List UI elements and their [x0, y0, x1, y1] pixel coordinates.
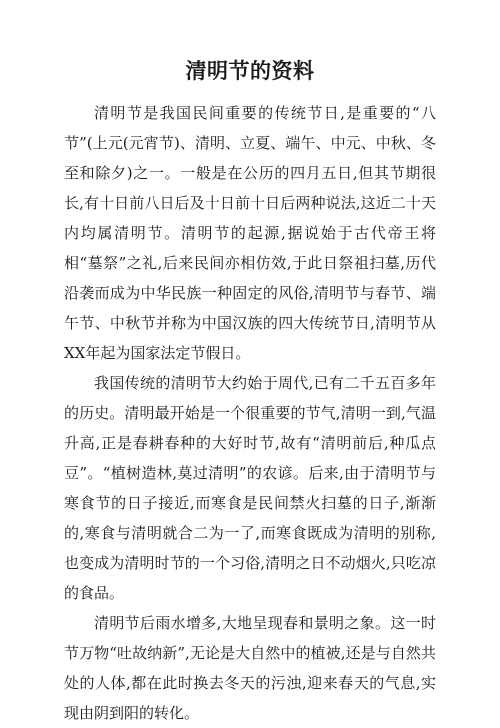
paragraph-history: 我国传统的清明节大约始于周代,已有二千五百多年的历史。清明最开始是一个很重要的节气,清明一到,气温升高,正是春耕春种的大好时节,故有“清明前后,种瓜点豆”。“植树造林,莫过清明”的农谚。后来,由于清明节与寒食节的日子接近,而寒食是民间禁火扫墓的日子,渐渐的,寒食与清明就合二为一了,而寒食既成为清明的别称,也变成为清明时节的一个习俗,清明之日不动烟火,只吃凉的食品。: [64, 374, 436, 602]
paragraph-origin: 清明节是我国民间重要的传统节日,是重要的“八节”(上元(元宵节)、清明、立夏、端午、中元、中秋、冬至和除夕)之一。一般是在公历的四月五日,但其节期很长,有十日前八日后及十日前十日后两种说法,这近二十天内均属清明节。清明节的起源,据说始于古代帝王将相“墓祭”之礼,后来民间亦相仿效,于此日祭祖扫墓,历代沿袭而成为中华民族一种固定的风俗,清明节与春节、端午节、中秋节并称为中国汉族的四大传统节日,清明节从XX年起为国家法定节假日。: [64, 104, 436, 362]
document-title: 清明节的资料: [185, 58, 315, 83]
paragraph-season: 清明节后雨水增多,大地呈现春和景明之象。这一时节万物“吐故纳新”,无论是大自然中的植被,还是与自然共处的人体,都在此时换去冬天的污浊,迎来春天的气息,实现由阴到阳的转化。: [64, 614, 436, 722]
